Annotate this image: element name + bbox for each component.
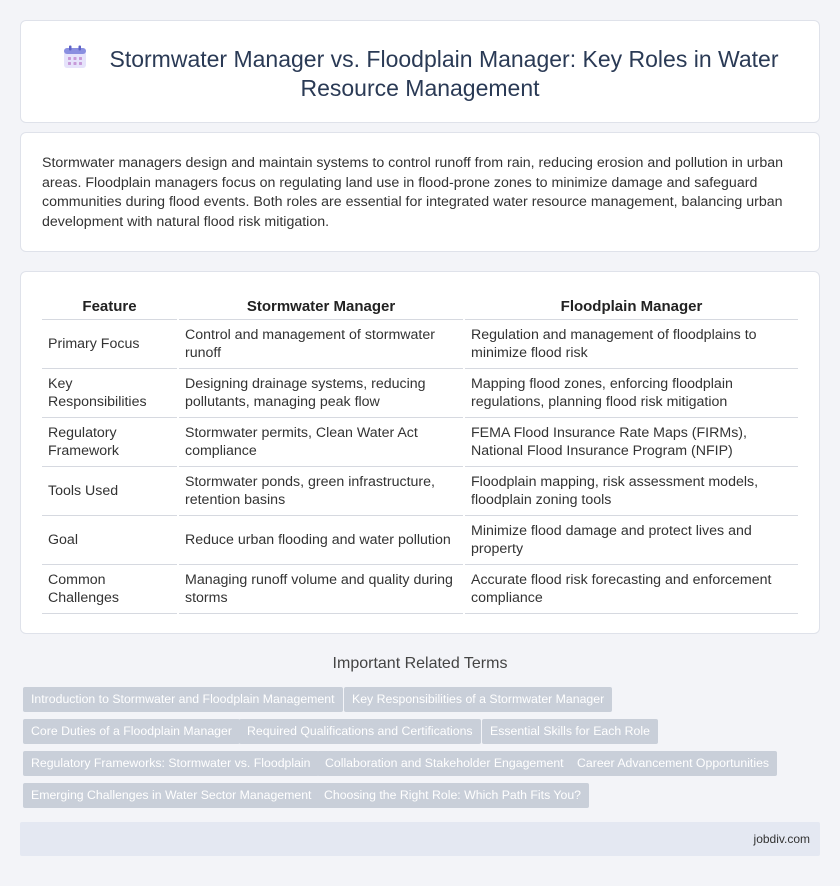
title-line-2: Resource Management [300, 75, 540, 101]
related-terms-title: Important Related Terms [332, 655, 508, 672]
comparison-card [20, 271, 820, 634]
table-row [42, 565, 798, 614]
cell-stormwater: Designing drainage systems, reducing pollutants, managing peak flow [178, 369, 464, 418]
related-tag[interactable]: Emerging Challenges in Water Sector Management [23, 783, 319, 808]
cell-floodplain: Regulation and management of floodplains to minimize flood risk [464, 320, 798, 369]
cell-feature: Key Responsibilities [42, 369, 178, 418]
cell-floodplain: FEMA Flood Insurance Rate Maps (FIRMs), National Flood Insurance Program (NFIP) [464, 418, 798, 467]
table-row [42, 516, 798, 565]
cell-floodplain: Accurate flood risk forecasting and enforcement compliance [464, 565, 798, 614]
cell-feature: Goal [42, 516, 178, 565]
cell-feature: Common Challenges [42, 565, 178, 614]
cell-feature: Primary Focus [42, 320, 178, 369]
cell-stormwater: Stormwater ponds, green infrastructure, retention basins [178, 467, 464, 516]
related-tag[interactable]: Essential Skills for Each Role [482, 719, 658, 744]
related-tag[interactable]: Collaboration and Stakeholder Engagement [317, 751, 572, 776]
related-tag[interactable]: Required Qualifications and Certifications [239, 719, 481, 744]
cell-feature: Regulatory Framework [42, 418, 178, 467]
page-title [21, 44, 819, 103]
calendar-icon [62, 44, 88, 70]
title-line-1: Stormwater Manager vs. Floodplain Manager: Key Roles in Water [109, 46, 779, 72]
related-tag[interactable]: Core Duties of a Floodplain Manager [23, 719, 240, 744]
cell-floodplain: Mapping flood zones, enforcing floodplain regulations, planning flood risk mitigation [464, 369, 798, 418]
cell-stormwater: Stormwater permits, Clean Water Act compliance [178, 418, 464, 467]
intro-card [20, 132, 820, 252]
related-tag[interactable]: Career Advancement Opportunities [569, 751, 777, 776]
title-card [20, 20, 820, 123]
table-row [42, 369, 798, 418]
related-tag[interactable]: Introduction to Stormwater and Floodplain Management [23, 687, 343, 712]
table-row [42, 320, 798, 369]
table-row [42, 418, 798, 467]
header-feature: Feature [42, 295, 178, 320]
footer-site[interactable]: jobdiv.com [753, 832, 810, 846]
footer [20, 822, 820, 856]
related-tag[interactable]: Choosing the Right Role: Which Path Fits You? [316, 783, 589, 808]
cell-floodplain: Floodplain mapping, risk assessment models, floodplain zoning tools [464, 467, 798, 516]
cell-feature: Tools Used [42, 467, 178, 516]
comparison-table [42, 295, 798, 614]
intro-paragraph: Stormwater managers design and maintain systems to control runoff from rain, reducing erosion and pollution in urban areas. Floodplain managers focus on regulating land use in flood-prone zones to minimize damage and safeguard communities during flood events. Both roles are essential for integrated water resource management, balancing urban development with natural flood risk mitigation. [42, 155, 784, 230]
header-stormwater: Stormwater Manager [178, 295, 464, 320]
cell-floodplain: Minimize flood damage and protect lives and property [464, 516, 798, 565]
table-row [42, 467, 798, 516]
cell-stormwater: Control and management of stormwater runoff [178, 320, 464, 369]
related-tag[interactable]: Regulatory Frameworks: Stormwater vs. Floodplain [23, 751, 319, 776]
related-tag[interactable]: Key Responsibilities of a Stormwater Manager [344, 687, 612, 712]
cell-stormwater: Managing runoff volume and quality during storms [178, 565, 464, 614]
cell-stormwater: Reduce urban flooding and water pollution [178, 516, 464, 565]
table-header-row [42, 295, 798, 320]
header-floodplain: Floodplain Manager [464, 295, 798, 320]
